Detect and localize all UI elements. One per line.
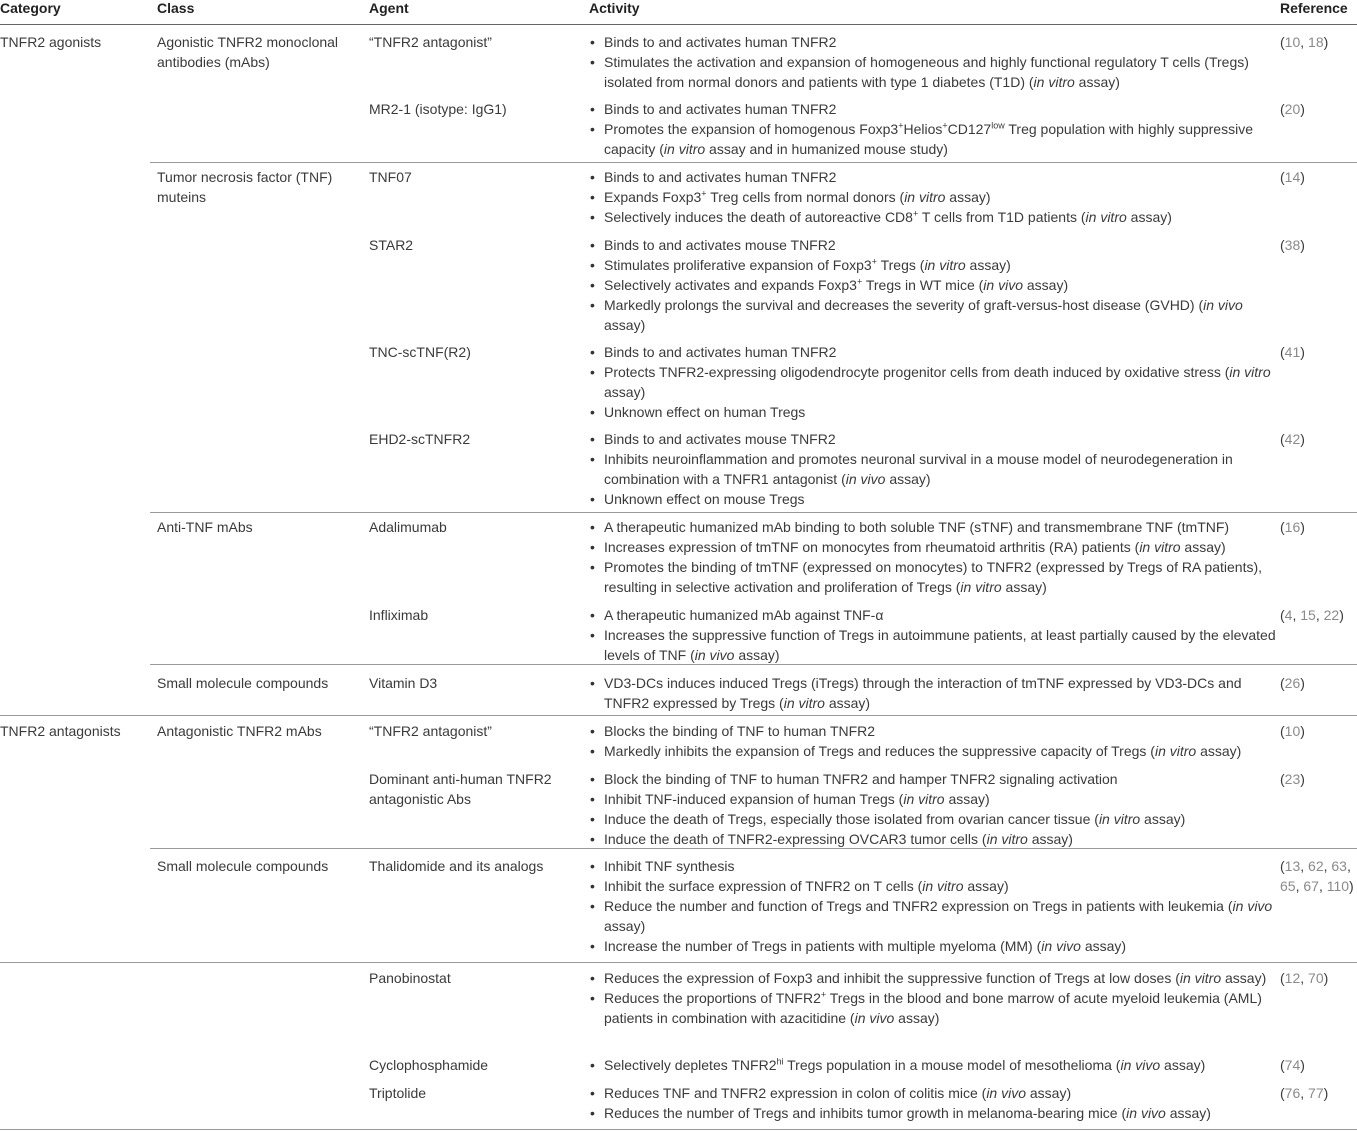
category-antagonists: TNFR2 antagonists	[0, 723, 121, 739]
reference-cell: (42)	[1280, 431, 1305, 447]
reference-cell: (26)	[1280, 675, 1305, 691]
agent-cell: Infliximab	[369, 607, 429, 623]
class-small-molecule: Small molecule compounds	[157, 675, 329, 691]
activity-item: • Binds to and activates human TNFR2	[588, 99, 1278, 119]
class-anti-tnf-mabs: Anti-TNF mAbs	[157, 519, 253, 535]
activity-item: • Binds to and activates human TNFR2	[588, 32, 1278, 52]
activity-item: • Binds to and activates human TNFR2	[588, 342, 1278, 362]
activity-item: • Binds to and activates mouse TNFR2	[588, 429, 1278, 449]
reference-link[interactable]: 26	[1284, 675, 1301, 691]
reference-link[interactable]: 110	[1326, 878, 1350, 894]
activity-item: • Selectively activates and expands Foxp3+ Tregs in WT mice (in vivo assay)	[588, 275, 1278, 295]
header-class: Class	[157, 0, 195, 16]
activity-list	[588, 769, 1278, 849]
agent-cell: Triptolide	[369, 1085, 427, 1101]
reference-cell: (4, 15, 22)	[1280, 607, 1344, 623]
activity-item: • Unknown effect on mouse Tregs	[588, 489, 1278, 509]
agent-cell: Dominant anti-human TNFR2 antagonistic Abs	[369, 771, 552, 807]
agent-cell: TNF07	[369, 169, 412, 185]
activity-item: • Induce the death of Tregs, especially those isolated from ovarian cancer tissue (in vitro assay)	[588, 809, 1278, 829]
reference-link[interactable]: 62	[1308, 858, 1324, 874]
activity-item: • Block the binding of TNF to human TNFR2 and hamper TNFR2 signaling activation	[588, 769, 1278, 789]
activity-item: • Protects TNFR2-expressing oligodendrocyte progenitor cells from death induced by oxidative stress (in vitro assay)	[588, 362, 1278, 402]
activity-item: • Reduces the proportions of TNFR2+ Tregs in the blood and bone marrow of acute myeloid leukemia (AML) patients in combination with azacitidine (in vivo assay)	[588, 988, 1278, 1028]
agent-cell: “TNFR2 antagonist”	[369, 34, 492, 50]
reference-cell: (10, 18)	[1280, 34, 1329, 50]
activity-item: • Induce the death of TNFR2-expressing OVCAR3 tumor cells (in vitro assay)	[588, 829, 1278, 849]
activity-item: • Expands Foxp3+ Treg cells from normal donors (in vitro assay)	[588, 187, 1278, 207]
row-divider	[0, 962, 1357, 963]
activity-item: • Reduces the number of Tregs and inhibits tumor growth in melanoma-bearing mice (in vivo assay)	[588, 1103, 1278, 1123]
row-divider	[150, 512, 1357, 513]
reference-link[interactable]: 15	[1300, 607, 1316, 623]
reference-link[interactable]: 63	[1331, 858, 1347, 874]
agent-cell: STAR2	[369, 237, 414, 253]
class-tnf-muteins: Tumor necrosis factor (TNF) muteins	[157, 169, 333, 205]
agent-cell: MR2-1 (isotype: IgG1)	[369, 101, 507, 117]
reference-cell: (14)	[1280, 169, 1305, 185]
activity-list	[588, 99, 1278, 159]
activity-item: • Promotes the binding of tmTNF (expressed on monocytes) to TNFR2 (expressed by Tregs of RA patients), resulting in selective activation and proliferation of Tregs (in vitro assay)	[588, 557, 1278, 597]
reference-cell: (13, 62, 63, 65, 67, 110)	[1280, 858, 1354, 894]
reference-link[interactable]: 42	[1284, 431, 1301, 447]
category-agonists: TNFR2 agonists	[0, 34, 102, 50]
activity-item: • Markedly prolongs the survival and decreases the severity of graft-versus-host disease (GVHD) (in vivo assay)	[588, 295, 1278, 335]
agent-cell: “TNFR2 antagonist”	[369, 723, 492, 739]
activity-list	[588, 235, 1278, 335]
header-rule	[0, 24, 1357, 25]
activity-item: • Reduce the number and function of Tregs and TNFR2 expression on Tregs in patients with leukemia (in vivo assay)	[588, 896, 1278, 936]
reference-link[interactable]: 76	[1284, 1085, 1301, 1101]
reference-cell: (10)	[1280, 723, 1305, 739]
activity-item: • Increases the suppressive function of Tregs in autoimmune patients, at least partially caused by the elevated levels of TNF (in vivo assay)	[588, 625, 1278, 665]
reference-link[interactable]: 13	[1284, 858, 1301, 874]
agent-cell: Vitamin D3	[369, 675, 438, 691]
reference-cell: (38)	[1280, 237, 1305, 253]
reference-link[interactable]: 4	[1284, 607, 1293, 623]
row-divider	[150, 162, 1357, 163]
reference-link[interactable]: 18	[1308, 34, 1324, 50]
activity-item: • Binds to and activates human TNFR2	[588, 167, 1278, 187]
reference-link[interactable]: 10	[1284, 723, 1301, 739]
activity-list	[588, 342, 1278, 422]
agent-cell: Panobinostat	[369, 970, 451, 986]
class-antagonistic-mabs: Antagonistic TNFR2 mAbs	[157, 723, 322, 739]
reference-cell: (76, 77)	[1280, 1085, 1329, 1101]
activity-item: • Selectively induces the death of autoreactive CD8+ T cells from T1D patients (in vitro assay)	[588, 207, 1278, 227]
reference-link[interactable]: 38	[1284, 237, 1301, 253]
activity-item: • Stimulates proliferative expansion of Foxp3+ Tregs (in vitro assay)	[588, 255, 1278, 275]
reference-cell: (41)	[1280, 344, 1305, 360]
activity-list	[588, 517, 1278, 597]
reference-link[interactable]: 65	[1280, 878, 1296, 894]
row-divider	[0, 715, 1357, 716]
class-small-molecule-antagonist: Small molecule compounds	[157, 858, 329, 874]
reference-cell: (16)	[1280, 519, 1305, 535]
activity-list	[588, 167, 1278, 227]
reference-link[interactable]: 41	[1284, 344, 1301, 360]
reference-link[interactable]: 10	[1284, 34, 1301, 50]
activity-item: • Inhibit the surface expression of TNFR2 on T cells (in vitro assay)	[588, 876, 1278, 896]
reference-cell: (20)	[1280, 101, 1305, 117]
activity-item: • Stimulates the activation and expansion of homogeneous and highly functional regulatory T cells (Tregs) isolated from normal donors and patients with type 1 diabetes (T1D) (in vitro assay)	[588, 52, 1278, 92]
activity-list	[588, 1055, 1278, 1075]
activity-item: • Reduces the expression of Foxp3 and inhibit the suppressive function of Tregs at low doses (in vitro assay)	[588, 968, 1278, 988]
agent-cell: Thalidomide and its analogs	[369, 858, 544, 874]
agent-cell: EHD2-scTNFR2	[369, 431, 471, 447]
activity-item: • Inhibit TNF synthesis	[588, 856, 1278, 876]
header-agent: Agent	[369, 0, 409, 16]
reference-link[interactable]: 22	[1323, 607, 1340, 623]
activity-list	[588, 856, 1278, 956]
activity-list	[588, 673, 1278, 713]
activity-item: • Inhibits neuroinflammation and promotes neuronal survival in a mouse model of neurodegeneration in combination with a TNFR1 antagonist (in vivo assay)	[588, 449, 1278, 489]
activity-item: • Blocks the binding of TNF to human TNFR2	[588, 721, 1278, 741]
reference-link[interactable]: 12	[1284, 970, 1301, 986]
agent-cell: Adalimumab	[369, 519, 447, 535]
reference-link[interactable]: 70	[1308, 970, 1324, 986]
reference-cell: (23)	[1280, 771, 1305, 787]
activity-list	[588, 429, 1278, 509]
activity-item: • Increases expression of tmTNF on monocytes from rheumatoid arthritis (RA) patients (in vitro assay)	[588, 537, 1278, 557]
activity-item: • Promotes the expansion of homogenous $Foxp3^+Helios^+CD127^{low}$ Treg population with highly suppressive capacity (in vitro assay and in humanized mouse study)	[588, 119, 1278, 159]
activity-item: • Unknown effect on human Tregs	[588, 402, 1278, 422]
reference-link[interactable]: 74	[1284, 1057, 1301, 1073]
agent-cell: TNC-scTNF(R2)	[369, 344, 471, 360]
activity-item: • Binds to and activates mouse TNFR2	[588, 235, 1278, 255]
activity-list	[588, 32, 1278, 92]
activity-list	[588, 1083, 1278, 1123]
activity-list	[588, 605, 1278, 665]
reference-link[interactable]: 20	[1284, 101, 1301, 117]
header-category: Category	[0, 0, 61, 16]
reference-link[interactable]: 77	[1308, 1085, 1324, 1101]
activity-item: • Reduces TNF and TNFR2 expression in colon of colitis mice (in vivo assay)	[588, 1083, 1278, 1103]
class-agonistic-mabs: Agonistic TNFR2 monoclonal antibodies (mAbs)	[157, 34, 339, 70]
activity-list	[588, 968, 1278, 1028]
header-reference: Reference	[1280, 0, 1348, 16]
reference-cell: (74)	[1280, 1057, 1305, 1073]
activity-item: • Inhibit TNF-induced expansion of human Tregs (in vitro assay)	[588, 789, 1278, 809]
agent-cell: Cyclophosphamide	[369, 1057, 489, 1073]
reference-link[interactable]: 16	[1284, 519, 1301, 535]
activity-item: • Selectively depletes $TNFR2^{hi}$ Tregs population in a mouse model of mesothelioma (in vivo assay)	[588, 1055, 1278, 1075]
table-bottom-rule	[0, 1129, 1357, 1130]
reference-cell: (12, 70)	[1280, 970, 1329, 986]
reference-link[interactable]: 14	[1284, 169, 1301, 185]
activity-item: • Increase the number of Tregs in patients with multiple myeloma (MM) (in vivo assay)	[588, 936, 1278, 956]
header-activity: Activity	[589, 0, 640, 16]
reference-link[interactable]: 67	[1303, 878, 1319, 894]
activity-list	[588, 721, 1278, 761]
reference-link[interactable]: 23	[1284, 771, 1301, 787]
activity-item: • A therapeutic humanized mAb binding to both soluble TNF (sTNF) and transmembrane TNF (tmTNF)	[588, 517, 1278, 537]
activity-item: • A therapeutic humanized mAb against TNF-α	[588, 605, 1278, 625]
activity-item: • Markedly inhibits the expansion of Tregs and reduces the suppressive capacity of Tregs (in vitro assay)	[588, 741, 1278, 761]
activity-item: • VD3-DCs induces induced Tregs (iTregs) through the interaction of tmTNF expressed by VD3-DCs and TNFR2 expressed by Tregs (in vitro assay)	[588, 673, 1278, 713]
